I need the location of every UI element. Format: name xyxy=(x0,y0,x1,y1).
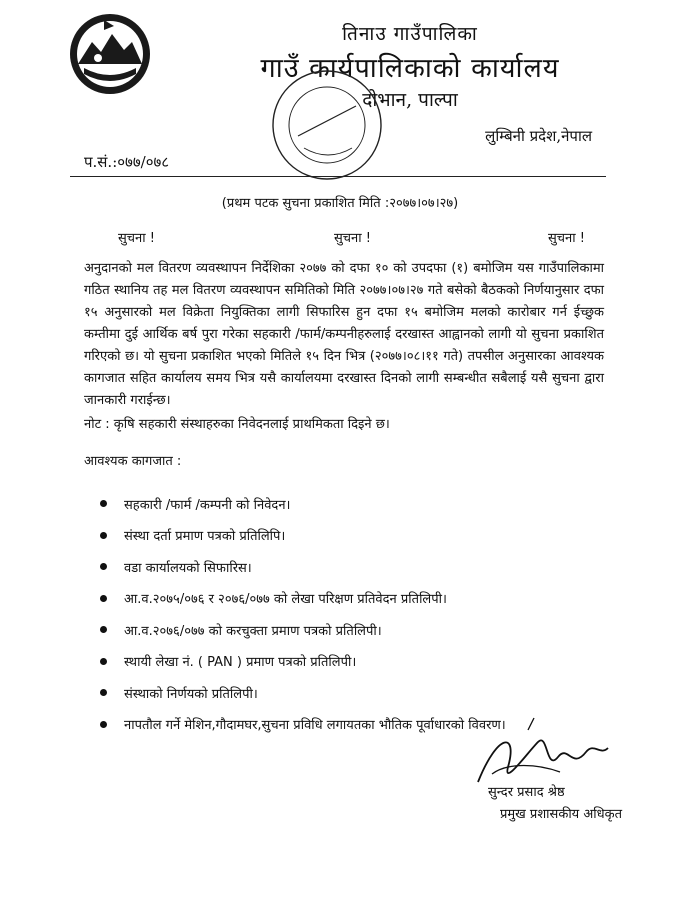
document-item: सहकारी /फार्म /कम्पनी को निवेदन। xyxy=(124,497,291,513)
list-item xyxy=(100,677,506,709)
office-name: गाउँ कार्यपालिकाको कार्यालय xyxy=(260,53,560,84)
reference-number: प.सं.:०७७/०७८ xyxy=(84,153,170,171)
required-documents-heading: आवश्यक कागजात : xyxy=(84,454,182,469)
province-line: लुम्बिनी प्रदेश,नेपाल xyxy=(485,127,592,145)
list-item xyxy=(100,488,506,520)
header-divider xyxy=(70,176,606,177)
document-item: संस्था दर्ता प्रमाण पत्रको प्रतिलिपि। xyxy=(124,529,286,545)
notice-title-center: सुचना ! xyxy=(334,231,371,246)
bullet-icon xyxy=(100,658,107,665)
list-item xyxy=(100,709,506,741)
document-item: आ.व.२०७६/०७७ को करचुक्ता प्रमाण पत्रको प्रतिलिपी। xyxy=(124,623,382,639)
document-item: संस्थाको निर्णयको प्रतिलिपी। xyxy=(124,686,258,702)
bullet-icon xyxy=(100,689,107,696)
document-item: नापतौल गर्ने मेशिन,गौदामघर,सुचना प्रविधि लगायतका भौतिक पूर्वाधारको विवरण। xyxy=(124,718,506,734)
list-item xyxy=(100,614,506,646)
document-item: स्थायी लेखा नं. ( PAN ) प्रमाण पत्रको प्रतिलिपी। xyxy=(124,655,357,671)
notice-body: अनुदानको मल वितरण व्यवस्थापन निर्देशिका २०७७ को दफा १० को उपदफा (१) बमोजिम यस गाउँपालिकामा गठित स्थानिय तह मल वितरण व्यवस्थापन समितिको मिति २०७७।०७।२७ गते बसेको बैठकको निर्णयानुसार दफा १५ अनुसारको मल विक्रेता नियुक्तिका लागी सिफारिस हुन दफा १५ बमोजिम मलको कारोबार गर्न ईच्छुक कम्तीमा दुई आर्थिक बर्ष पुरा गरेका सहकारी /फार्म/कम्पनीहरुलाई दरखास्त आह्वानको लागी यो सुचना प्रकाशित गरिएको छ। यो सुचना प्रकाशित भएको मितिले १५ दिन भित्र (२०७७।०८।११ गते) तपसील अनुसारका आवश्यक कागजात सहित कार्यालय समय भित्र यसै कार्यालयमा दरखास्त दिनको लागी सम्बन्धीत सबैलाई यसै सुचना द्वारा जानकारी गराईन्छ। xyxy=(84,261,604,408)
first-publication-date: (प्रथम पटक सुचना प्रकाशित मिति :२०७७।०७।२७) xyxy=(221,196,459,211)
office-stamp xyxy=(268,66,386,184)
bullet-icon xyxy=(100,626,107,633)
list-item xyxy=(100,583,506,615)
document-item: आ.व.२०७५/०७६ र २०७६/०७७ को लेखा परिक्षण प्रतिवेदन प्रतिलिपी। xyxy=(124,592,447,608)
priority-note: नोट : कृषि सहकारी संस्थाहरुका निवेदनलाई प्राथमिकता दिइने छ। xyxy=(84,417,390,432)
signatory-name: सुन्दर प्रसाद श्रेष्ठ xyxy=(488,785,565,800)
bullet-icon xyxy=(100,563,107,570)
list-item xyxy=(100,551,506,583)
list-item xyxy=(100,520,506,552)
bullet-icon xyxy=(100,500,107,507)
office-location: दोभान, पाल्पा xyxy=(362,89,458,111)
bullet-icon xyxy=(100,721,107,728)
notice-title-right: सुचना ! xyxy=(548,231,585,246)
signatory-title: प्रमुख प्रशासकीय अधिकृत xyxy=(500,807,623,822)
required-documents-list xyxy=(100,488,506,740)
notice-title-left: सुचना ! xyxy=(118,231,155,246)
municipality-name: तिनाउ गाउँपालिका xyxy=(342,23,478,45)
bullet-icon xyxy=(100,532,107,539)
document-item: वडा कार्यालयको सिफारिस। xyxy=(124,560,252,576)
nepal-government-emblem xyxy=(68,12,152,96)
list-item xyxy=(100,646,506,678)
bullet-icon xyxy=(100,595,107,602)
